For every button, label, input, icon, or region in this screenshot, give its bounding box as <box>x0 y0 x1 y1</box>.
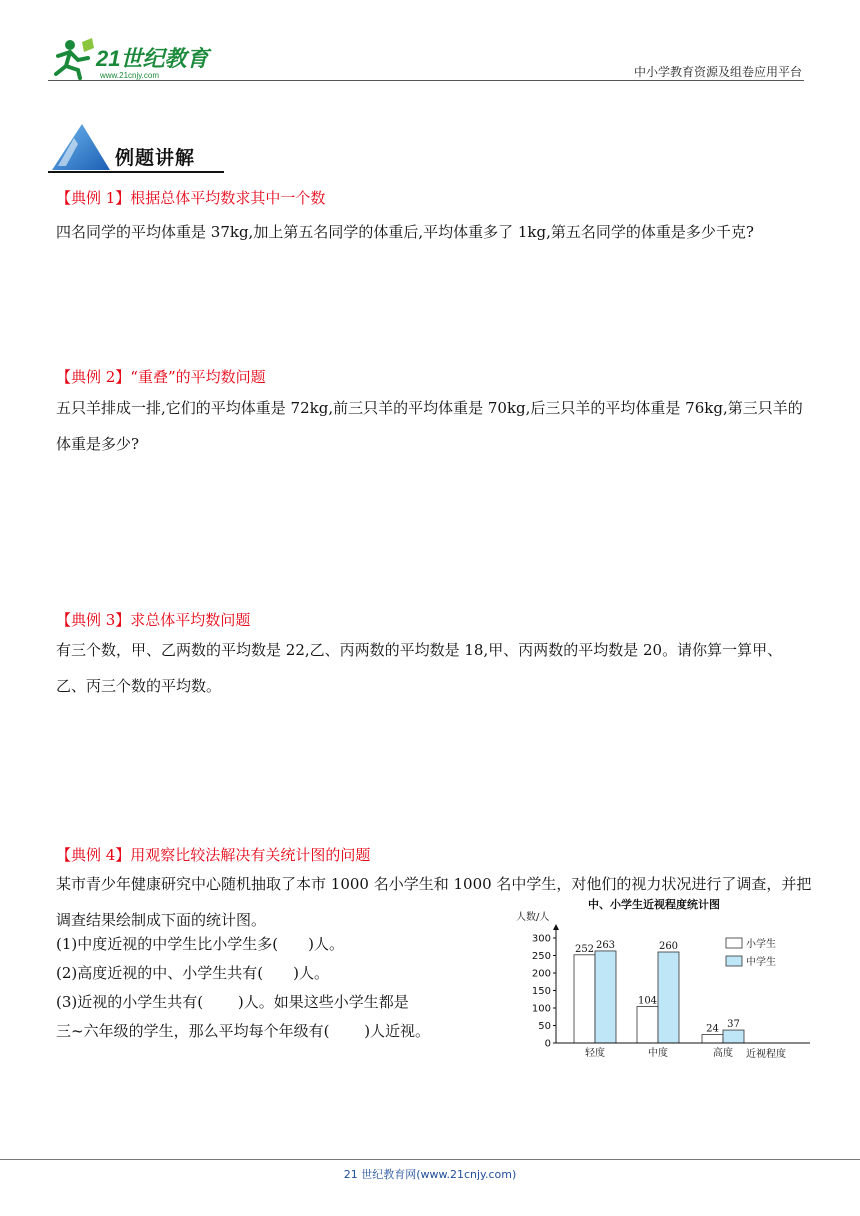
example-3-title: 【典例 3】求总体平均数问题 <box>56 611 251 629</box>
x-category-label: 中度 <box>648 1048 668 1059</box>
bar-value-label: 263 <box>595 939 616 951</box>
legend-swatch <box>726 956 742 966</box>
bar-value-label: 260 <box>658 941 679 952</box>
footer-text: 21 世纪教育网(www.21cnjy.com) <box>343 1168 517 1181</box>
example-4-body: 某市青少年健康研究中心随机抽取了本市 1000 名小学生和 1000 名中学生，对他们的视力状况进行了调查，并把调查结果绘制成下面的统计图。 <box>56 875 812 929</box>
example-2-title: 【典例 2】“重叠”的平均数问题 <box>56 368 266 386</box>
legend-label: 中学生 <box>746 957 776 968</box>
bar-value-label: 104 <box>637 995 658 1007</box>
x-category-label: 轻度 <box>585 1048 605 1059</box>
question-3b: 三~六年级的学生，那么平均每个年级有( )人近视。 <box>56 1022 431 1040</box>
chart-title: 中、小学生近视程度统计图 <box>588 898 720 911</box>
logo <box>48 36 218 80</box>
bar-primary-轻度 <box>574 955 595 1043</box>
example-2-body: 五只羊排成一排,它们的平均体重是 72kg,前三只羊的平均体重是 70kg,后三只羊的平均体重是 76kg,第三只羊的体重是多少? <box>56 399 803 453</box>
question-3a: (3)近视的小学生共有( )人。如果这些小学生都是 <box>56 993 409 1011</box>
legend-label: 小学生 <box>746 939 776 950</box>
bar-middle-轻度 <box>595 951 616 1043</box>
bar-middle-高度 <box>723 1030 744 1043</box>
y-tick-label: 100 <box>531 1003 551 1015</box>
header-divider <box>48 80 804 81</box>
y-axis-label: 人数/人 <box>516 912 550 923</box>
y-tick-label: 200 <box>531 968 551 980</box>
bar-primary-高度 <box>702 1035 723 1043</box>
question-1: (1)中度近视的中学生比小学生多( )人。 <box>56 935 344 953</box>
y-tick-label: 0 <box>544 1038 551 1050</box>
logo-text: 21世纪教育 <box>96 46 209 71</box>
example-1-title: 【典例 1】根据总体平均数求其中一个数 <box>56 189 326 207</box>
bar-middle-中度 <box>658 952 679 1043</box>
runner-icon <box>56 38 94 78</box>
bar-value-label: 24 <box>706 1023 719 1035</box>
legend-swatch <box>726 938 742 948</box>
example-1-body: 四名同学的平均体重是 37kg,加上第五名同学的体重后,平均体重多了 1kg,第五名同学的体重是多少千克? <box>56 223 754 241</box>
bar-value-label: 252 <box>574 943 595 955</box>
footer-divider <box>0 1159 860 1160</box>
x-category-label: 高度 <box>713 1048 733 1059</box>
example-4-title: 【典例 4】用观察比较法解决有关统计图的问题 <box>56 846 371 864</box>
bar-primary-中度 <box>637 1007 658 1043</box>
section-title: 例题讲解 <box>115 147 196 169</box>
bar-value-label: 37 <box>727 1019 740 1031</box>
y-tick-label: 150 <box>531 986 551 997</box>
question-2: (2)高度近视的中、小学生共有( )人。 <box>56 964 329 982</box>
myopia-bar-chart <box>510 895 830 1065</box>
y-tick-label: 50 <box>538 1021 551 1032</box>
y-tick-label: 300 <box>531 933 551 945</box>
header-platform-text: 中小学教育资源及组卷应用平台 <box>633 65 802 79</box>
logo-url: www.21cnjy.com <box>100 71 159 80</box>
example-3-body: 有三个数，甲、乙两数的平均数是 22,乙、丙两数的平均数是 18,甲、丙两数的平均数是 20。请你算一算甲、乙、丙三个数的平均数。 <box>56 641 783 695</box>
x-axis-label: 近视程度 <box>746 1049 786 1060</box>
y-tick-label: 250 <box>531 951 551 962</box>
